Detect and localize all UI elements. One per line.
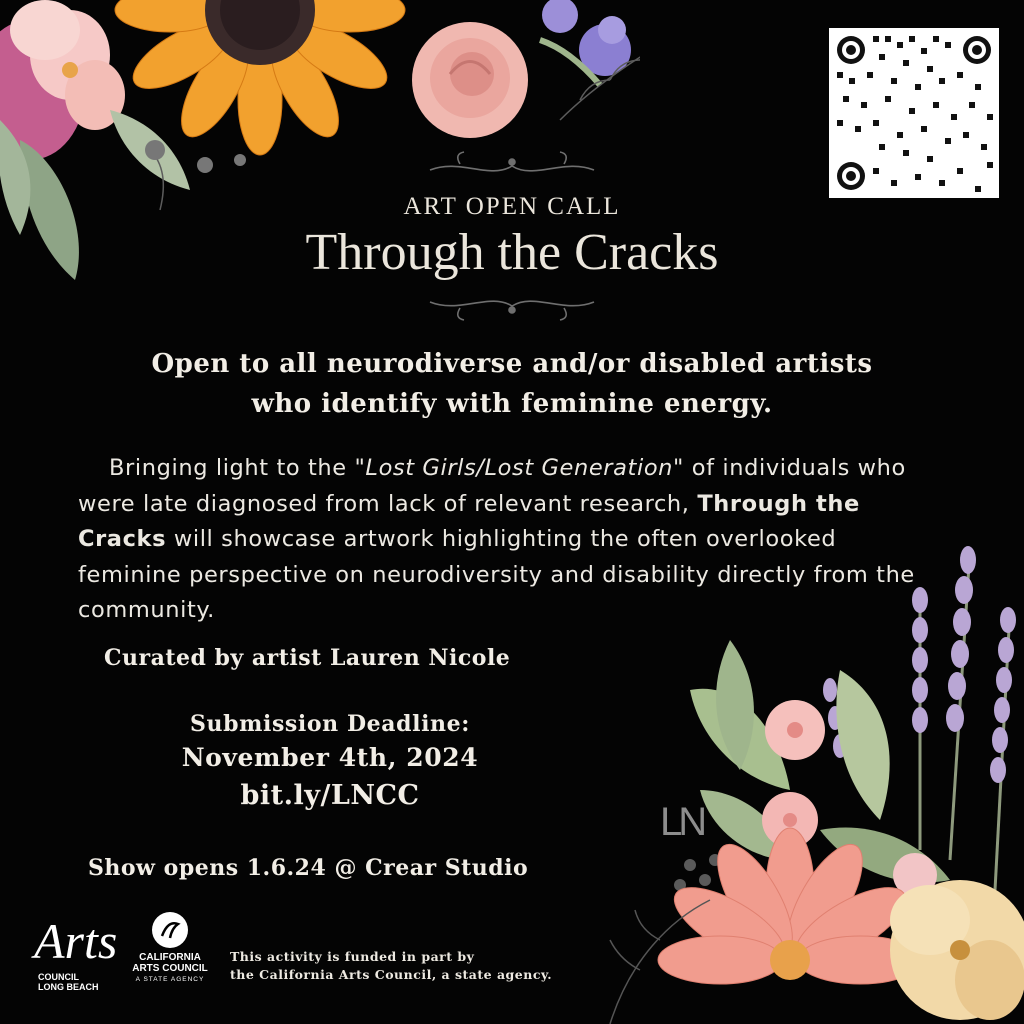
sunflower [115,0,405,155]
funding-credit [230,948,552,984]
arts-logo-wordmark: Arts [34,913,118,969]
cac-line-1: CALIFORNIA [139,952,201,963]
eligibility-line-1: Open to all neurodiverse and/or disabled artists [151,349,873,379]
description-part-1: Bringing light to the [109,455,355,481]
cac-line-2: ARTS COUNCIL [132,963,208,974]
deadline-block [130,708,530,816]
arts-logo-council: COUNCIL [38,972,79,982]
pink-blossom-left [0,0,125,160]
vine-ornament-top [420,150,604,182]
deadline-date: November 4th, 2024 [181,743,479,772]
cac-name [122,952,218,974]
eyebrow-heading: ART OPEN CALL [403,193,621,220]
arts-council-long-beach-logo [30,912,118,994]
cream-flower [890,880,1024,1020]
california-arts-council-logo [122,910,218,990]
curator-line: Curated by artist Lauren Nicole [104,645,511,671]
eligibility-line-2: who identify with feminine energy. [251,389,773,419]
description-italic: "Lost Girls/Lost Generation" [354,455,684,481]
qr-code-icon [829,28,999,198]
eligibility-statement [0,344,1024,424]
funding-line-2: the California Arts Council, a state agency. [230,967,553,982]
event-title: Through the Cracks [305,224,719,281]
deadline-label: Submission Deadline: [190,711,470,737]
qr-code[interactable] [829,28,999,198]
submission-link[interactable]: bit.ly/LNCC [240,780,420,811]
vine-ornament-bottom [420,290,604,322]
cac-emblem-icon [122,910,218,950]
pink-rose [412,22,528,138]
description-part-3: will showcase artwork highlighting the often overlooked feminine perspective on neurodiversity and disability directly from the community. [78,526,915,623]
ln-logo-mark: LN [660,800,704,844]
description-bold: Through the Cracks [78,490,860,552]
funding-line-1: This activity is funded in part by [230,949,475,964]
cac-agency: A STATE AGENCY [135,976,205,983]
show-opening: Show opens 1.6.24 @ Crear Studio [88,855,529,881]
arts-logo-long-beach: LONG BEACH [38,982,99,992]
bottom-right-floral [590,530,1024,1024]
description-part-2: of individuals who were late diagnosed from lack of relevant research, [78,455,906,517]
arts-logo-caption [38,972,99,992]
